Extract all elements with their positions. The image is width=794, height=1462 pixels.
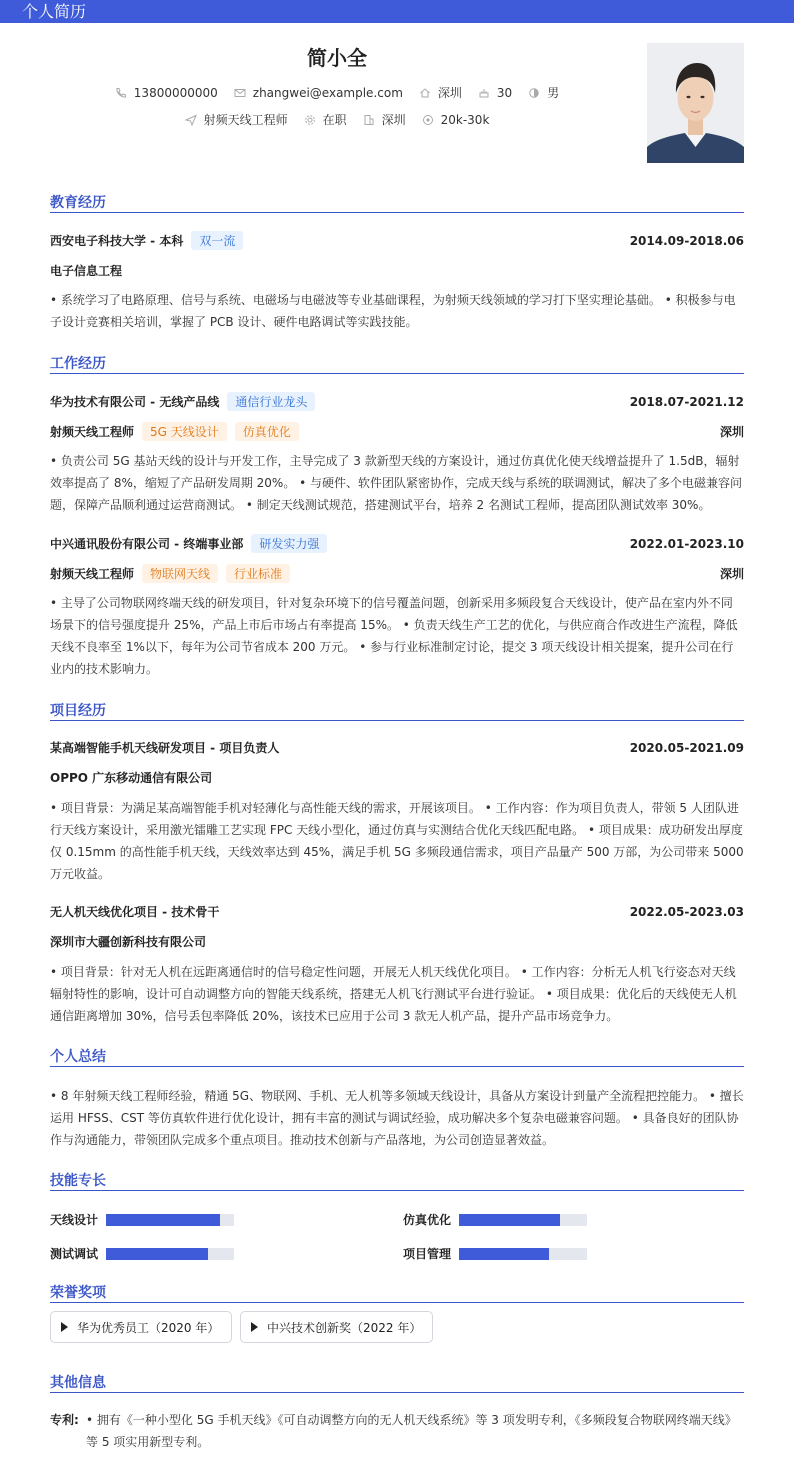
project-org: OPPO 广东移动通信有限公司 xyxy=(50,771,213,785)
patent-desc: • 拥有《一种小型化 5G 手机天线》《可自动调整方向的无人机天线系统》等 3 项发明专利，《多频段复合物联网终端天线》等 5 项实用新型专利。 xyxy=(86,1413,737,1449)
summary-desc: • 8 年射频天线工程师经验，精通 5G、物联网、手机、无人机等多领域天线设计，具备从方案设计到量产全流程把控能力。 • 擅长运用 HFSS、CST 等仿真软件进行优化设计，拥有丰富的测试与调试经验，成功解决多个复杂电磁兼容问题。 • 具备良好的团队协作与沟通能力，带领团队完成多个重点项目。推动技术创新与产品落地，为公司创造显著效益。 xyxy=(50,1089,744,1147)
project-name: 某高端智能手机天线研发项目 - 项目负责人 xyxy=(50,741,280,755)
education-header xyxy=(50,231,744,250)
job-row xyxy=(0,111,674,128)
section-title-summary: 个人总结 xyxy=(50,1047,744,1067)
education-date: 2014.09-2018.06 xyxy=(629,233,744,248)
work-header xyxy=(50,534,744,553)
major-name: 电子信息工程 xyxy=(50,264,123,278)
send-icon xyxy=(185,114,197,126)
contact-row xyxy=(0,84,674,101)
mail-icon xyxy=(234,87,246,99)
home-icon xyxy=(419,87,431,99)
target-city-text: 深圳 xyxy=(381,113,406,127)
skill-bar xyxy=(106,1214,234,1226)
project-desc: • 项目背景：为满足某高端智能手机对轻薄化与高性能天线的需求，开展该项目。 • 工作内容：作为项目负责人，带领 5 人团队进行天线方案设计，采用激光镭雕工艺实现 FPC 天线小型化，通过仿真与实测结合优化天线匹配电路。 • 项目成果：成功研发出厚度仅 0.15mm 的高性能手机天线，天线效率达到 45%，满足手机 5G 多频段通信需求，项目产品量产 500 万部，为公司带来 5000 万元收益。 xyxy=(50,801,744,881)
email-text: zhangwei@example.com xyxy=(252,85,403,100)
skill-item xyxy=(50,1245,234,1262)
education-desc: • 系统学习了电路原理、信号与系统、电磁场与电磁波等专业基础课程，为射频天线领域的学习打下坚实理论基础。 • 积极参与电子设计竞赛相关培训，掌握了 PCB 设计、硬件电路调试等实践技能。 xyxy=(50,293,736,329)
skill-bar xyxy=(106,1248,234,1260)
skill-tag: 仿真优化 xyxy=(235,422,299,441)
skill-tag: 物联网天线 xyxy=(142,564,218,583)
age-item xyxy=(478,86,512,100)
project-desc: • 项目背景：针对无人机在远距离通信时的信号稳定性问题，开展无人机天线优化项目。 • 工作内容：分析无人机飞行姿态对天线辐射特性的影响，设计可自动调整方向的智能天线系统，搭建无人机飞行测试平台进行验证。 • 项目成果：优化后的天线使无人机通信距离增加 30%，信号丢包率降低 20%，该技术已应用于公司 3 款无人机产品，提升产品市场竞争力。 xyxy=(50,965,737,1023)
target-city-item xyxy=(363,111,406,128)
phone-text: 13800000000 xyxy=(133,85,218,100)
skill-bar xyxy=(459,1248,587,1260)
work-header xyxy=(50,392,744,411)
role-row xyxy=(50,564,744,583)
major-row xyxy=(50,262,744,279)
candidate-name: 简小全 xyxy=(307,46,367,70)
status-item xyxy=(304,111,347,128)
skill-name: 仿真优化 xyxy=(403,1213,452,1227)
project-org: 深圳市大疆创新科技有限公司 xyxy=(50,935,207,949)
triangle-right-icon xyxy=(251,1322,258,1332)
job-text: 射频天线工程师 xyxy=(203,113,288,127)
age-text: 30 xyxy=(496,85,513,100)
projects-section xyxy=(50,701,744,1023)
job-item xyxy=(185,111,288,128)
skill-name: 测试调试 xyxy=(50,1247,99,1261)
award-item[interactable] xyxy=(50,1311,232,1343)
work-date: 2022.01-2023.10 xyxy=(629,536,744,551)
company-tag: 通信行业龙头 xyxy=(227,392,315,411)
work-location: 深圳 xyxy=(719,425,744,439)
role-title: 射频天线工程师 xyxy=(50,425,135,439)
phone-item xyxy=(115,86,218,100)
skill-tag: 行业标准 xyxy=(226,564,290,583)
phone-icon xyxy=(115,87,127,99)
cake-icon xyxy=(478,87,490,99)
role-row xyxy=(50,422,744,441)
school-tag: 双一流 xyxy=(191,231,243,250)
project-org-row xyxy=(50,769,744,786)
skill-bar xyxy=(459,1214,587,1226)
project-org-row xyxy=(50,933,744,950)
profile-photo xyxy=(647,43,744,163)
work-section xyxy=(50,354,744,676)
salary-item xyxy=(422,113,490,127)
coin-icon xyxy=(422,114,434,126)
section-title-work: 工作经历 xyxy=(50,354,744,374)
project-name: 无人机天线优化项目 - 技术骨干 xyxy=(50,905,220,919)
skill-item xyxy=(50,1211,234,1228)
project-date: 2022.05-2023.03 xyxy=(629,904,744,919)
section-title-projects: 项目经历 xyxy=(50,701,744,721)
status-text: 在职 xyxy=(322,113,347,127)
triangle-right-icon xyxy=(61,1322,68,1332)
role-title: 射频天线工程师 xyxy=(50,567,135,581)
education-section xyxy=(50,193,744,329)
gender-icon xyxy=(528,87,540,99)
project-header xyxy=(50,903,744,920)
school-name: 西安电子科技大学 - 本科 xyxy=(50,234,184,248)
email-item xyxy=(234,86,403,100)
section-title-awards: 荣誉奖项 xyxy=(50,1283,744,1303)
company-tag: 研发实力强 xyxy=(251,534,327,553)
work-date: 2018.07-2021.12 xyxy=(629,394,744,409)
skill-bar-fill xyxy=(106,1214,220,1226)
project-date: 2020.05-2021.09 xyxy=(629,740,744,755)
other-section xyxy=(50,1373,744,1449)
work-desc: • 主导了公司物联网终端天线的研发项目，针对复杂环境下的信号覆盖问题，创新采用多频段复合天线设计，使产品在室内外不同场景下的信号强度提升 25%，产品上市后市场占有率提高 15%。 • 负责天线生产工艺的优化，与供应商合作改进生产流程，降低天线不良率至 1%以下，每年为公司节省成本 200 万元。 • 参与行业标准制定讨论，提交 3 项天线设计相关提案，提升公司在行业内的技术影响力。 xyxy=(50,596,738,676)
skill-item xyxy=(403,1211,587,1228)
award-text: 中兴技术创新奖（2022 年） xyxy=(267,1320,422,1335)
top-bar-title: 个人简历 xyxy=(0,0,794,23)
patent-row xyxy=(50,1409,744,1453)
salary-text: 20k-30k xyxy=(440,112,490,127)
gender-item xyxy=(528,84,559,101)
skill-name: 项目管理 xyxy=(403,1247,452,1261)
section-title-education: 教育经历 xyxy=(50,193,744,213)
skill-item xyxy=(403,1245,587,1262)
company-name: 中兴通讯股份有限公司 - 终端事业部 xyxy=(50,537,244,551)
section-title-other: 其他信息 xyxy=(50,1373,744,1393)
gender-text: 男 xyxy=(547,86,560,100)
skill-bar-fill xyxy=(106,1248,208,1260)
summary-section xyxy=(50,1047,744,1147)
company-name: 华为技术有限公司 - 无线产品线 xyxy=(50,395,220,409)
city-text: 深圳 xyxy=(437,86,462,100)
project-header xyxy=(50,739,744,756)
work-desc: • 负责公司 5G 基站天线的设计与开发工作，主导完成了 3 款新型天线的方案设计，通过仿真优化使天线增益提升了 1.5dB，辐射效率提高了 8%，缩短了产品研发周期 20%。 • 与硬件、软件团队紧密协作，完成天线与系统的联调测试，解决了多个电磁兼容问题，保障产品顺利通过运营商测试。 • 制定天线测试规范，搭建测试平台，培养 2 名测试工程师，提高团队测试效率 30%。 xyxy=(50,454,743,512)
award-item[interactable] xyxy=(240,1311,433,1343)
gear-icon xyxy=(304,114,316,126)
skill-bar-fill xyxy=(459,1214,560,1226)
award-text: 华为优秀员工（2020 年） xyxy=(77,1320,220,1335)
awards-section xyxy=(50,1283,744,1335)
patent-label: 专利: xyxy=(50,1413,79,1427)
city-item xyxy=(419,84,462,101)
work-location: 深圳 xyxy=(719,567,744,581)
skill-bar-fill xyxy=(459,1248,549,1260)
skills-section xyxy=(50,1171,744,1261)
building-icon xyxy=(363,114,375,126)
skill-name: 天线设计 xyxy=(50,1213,99,1227)
skill-tag: 5G 天线设计 xyxy=(142,422,227,441)
section-title-skills: 技能专长 xyxy=(50,1171,744,1191)
